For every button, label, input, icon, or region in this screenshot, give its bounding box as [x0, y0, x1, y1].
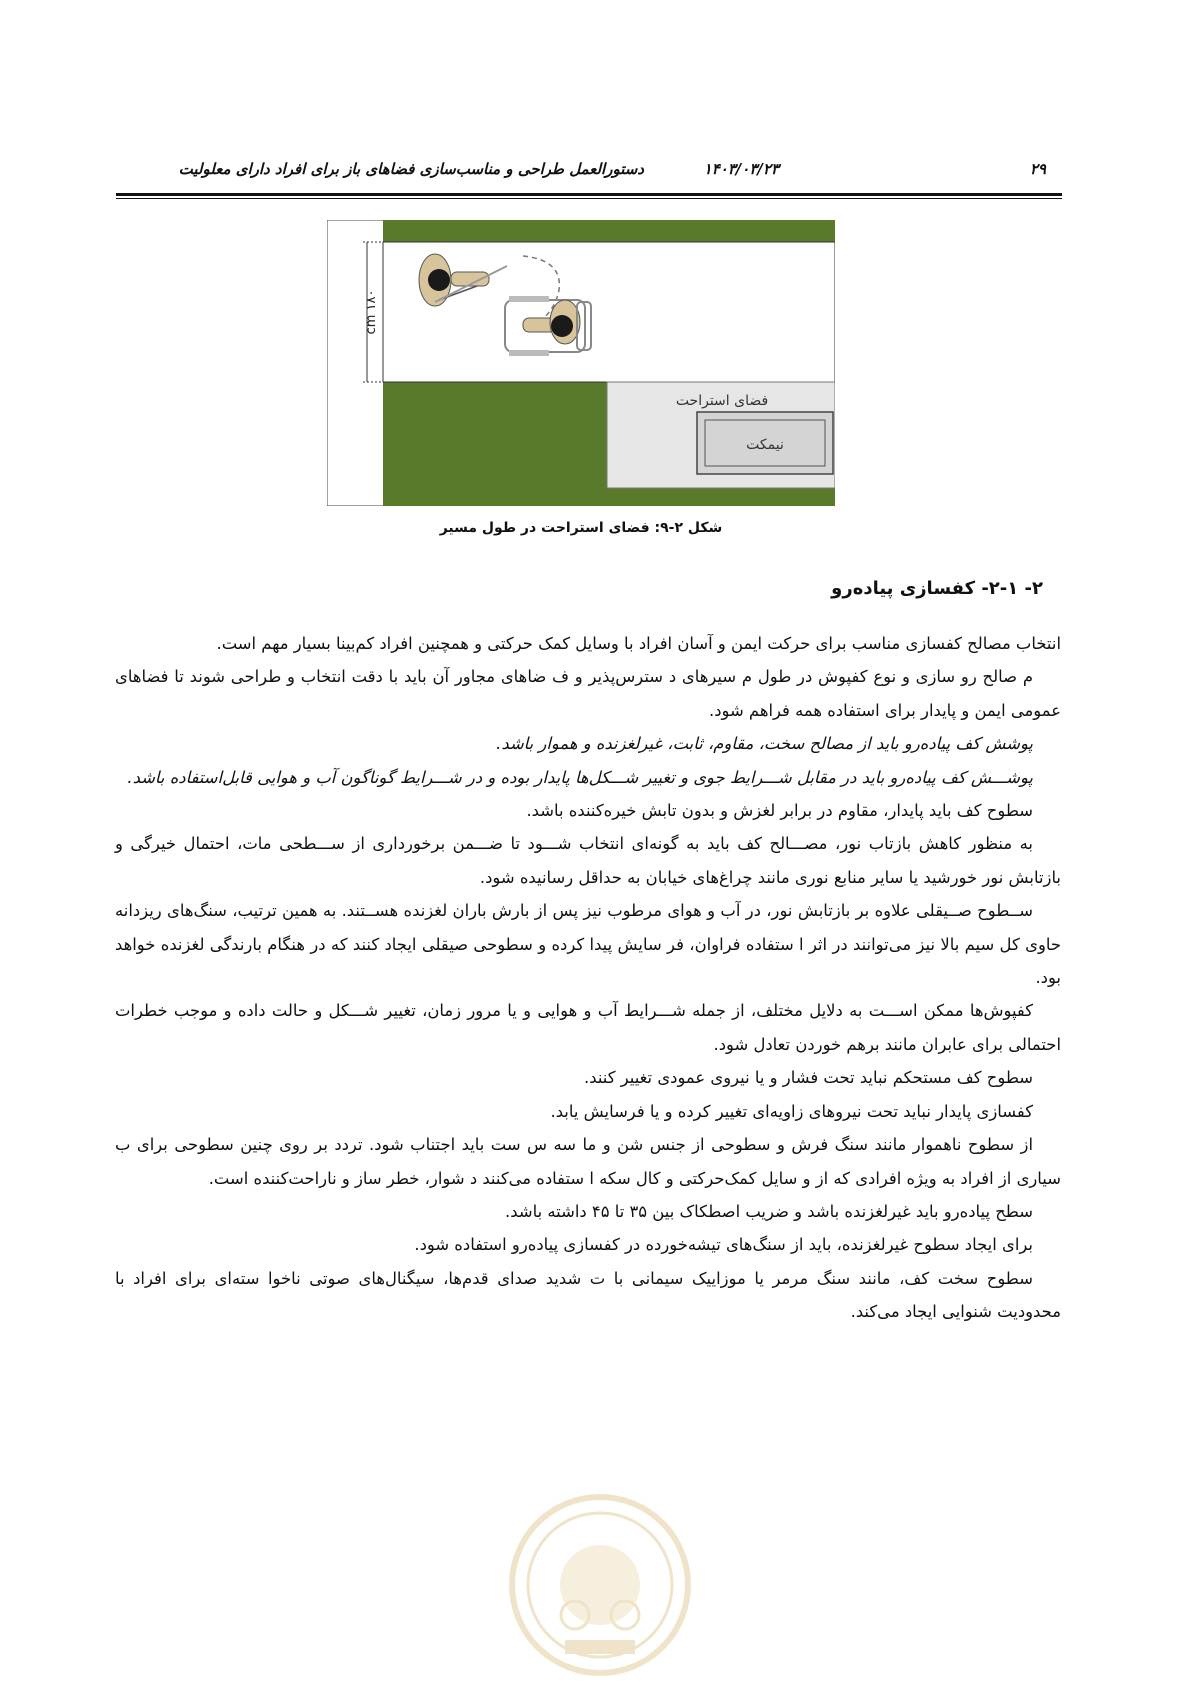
page-header — [118, 160, 1064, 190]
paragraph: انتخاب مصالح کفسازی مناسب برای حرکت ایمن و آسان افراد با وسایل کمک حرکتی و همچنین افراد کم‌بینا بسیار مهم است. — [216, 634, 1061, 653]
header-date: ۱۴۰۳/۰۳/۲۳ — [703, 160, 779, 178]
bench-label: نیمکت — [746, 437, 784, 453]
paragraph: کفسازی پایدار نباید تحت نیروهای زاویه‌ای تغییر کرده و یا فرسایش یابد. — [550, 1101, 1033, 1121]
paragraph: سطوح سخت کف، مانند سنگ مرمر یا موزاییک سیمانی با ت شدید صدای قدم‌ها، سیگنال‌های صوتی ناخوا سته‌ای برای افراد با محدودیت شنوایی ایجاد می‌کند. — [115, 1268, 1061, 1322]
paragraph: برای ایجاد سطوح غیرلغزنده، باید از سنگ‌های تیشه‌خورده در کفسازی پیاده‌رو استفاده شود. — [414, 1235, 1033, 1255]
paragraph: به منظور کاهش بازتاب نور، مصـــالح کف باید به گونه‌ای انتخاب شـــود تا ضـــمن برخورداری از ســـطحی مات، احتمال خیرگی و بازتابش نور خورشید یا سایر منابع نوری مانند چراغ‌های خیابان به حداقل رسانیده شود. — [115, 834, 1061, 887]
watermark-seal-icon — [505, 1490, 695, 1680]
rest-area-figure — [327, 220, 835, 506]
paragraph: م صالح رو سازی و نوع کفپوش در طول م سیرهای د سترس‌پذیر و ف ضاهای مجاور آن باید با دقت انتخاب و طراحی شوند تا فضاهای عمومی ایمن و پایدار برای استفاده همه فراهم شود. — [115, 667, 1061, 720]
body-text — [115, 627, 1061, 1329]
paragraph: ســطوح صــیقلی علاوه بر بازتابش نور، در آب و هوای مرطوب نیز پس از بارش باران لغزنده هســتند. به همین ترتیب، سنگ‌های ریزدانه حاوی کل سیم بالا نیز می‌توانند در اثر ا ستفاده فراوان، فر سایش پیدا کرده و سطوحی صیقلی ایجاد کنند که در هنگام بارندگی لغزنده خواهد بود. — [115, 901, 1061, 988]
walkway-path — [383, 242, 835, 382]
paragraph: سطوح کف باید پایدار، مقاوم در برابر لغزش و بدون تابش خیره‌کننده باشد. — [526, 801, 1033, 821]
paragraph: پوشـــش کف پیاده‌رو باید در مقابل شـــرایط جوی و تغییر شـــکل‌ها پایدار بوده و در شـــرایط گوناگون آب و هوایی قابل‌استفاده باشد. — [127, 767, 1033, 787]
paragraph: پوشش کف پیاده‌رو باید از مصالح سخت، مقاوم، ثابت، غیرلغزنده و هموار باشد. — [496, 734, 1033, 754]
paragraph: از سطوح ناهموار مانند سنگ فرش و سطوحی از جنس شن و ما سه س ست باید اجتناب شود. تردد بر روی چنین سطوحی برای ب سیاری از افراد به ویژه افرادی که از و سایل کمک‌حرکتی و کال سکه ا ستفاده می‌کنند د شوار، خطر ساز و ناراحت‌کننده است. — [115, 1135, 1061, 1188]
header-rule — [116, 193, 1062, 196]
section-title: ۲- ۲-۱- کفسازی پیاده‌رو — [831, 578, 1043, 599]
header-title: دستورالعمل طراحی و مناسب‌سازی فضاهای باز برای افراد دارای معلولیت — [178, 160, 644, 178]
dimension-label: ۱۸۰ cm — [364, 289, 379, 335]
paragraph: سطح پیاده‌رو باید غیرلغزنده باشد و ضریب اصطکاک بین ۳۵ تا ۴۵ داشته باشد. — [505, 1201, 1033, 1221]
header-rule-thin — [116, 198, 1062, 199]
page-number: ۲۹ — [1029, 160, 1046, 178]
paragraph: سطوح کف مستحکم نباید تحت فشار و یا نیروی عمودی تغییر کنند. — [584, 1068, 1033, 1088]
paragraph: کفپوش‌ها ممکن اســـت به دلایل مختلف، از جمله شـــرایط آب و هوایی و یا مرور زمان، تغییر شـــکل و حالت داده و موجب خطرات احتمالی برای عابران مانند برهم خوردن تعادل شود. — [115, 1001, 1061, 1054]
rest-area-label: فضای استراحت — [675, 393, 769, 409]
figure-caption: شکل ۲-۹: فضای استراحت در طول مسیر — [439, 520, 723, 536]
